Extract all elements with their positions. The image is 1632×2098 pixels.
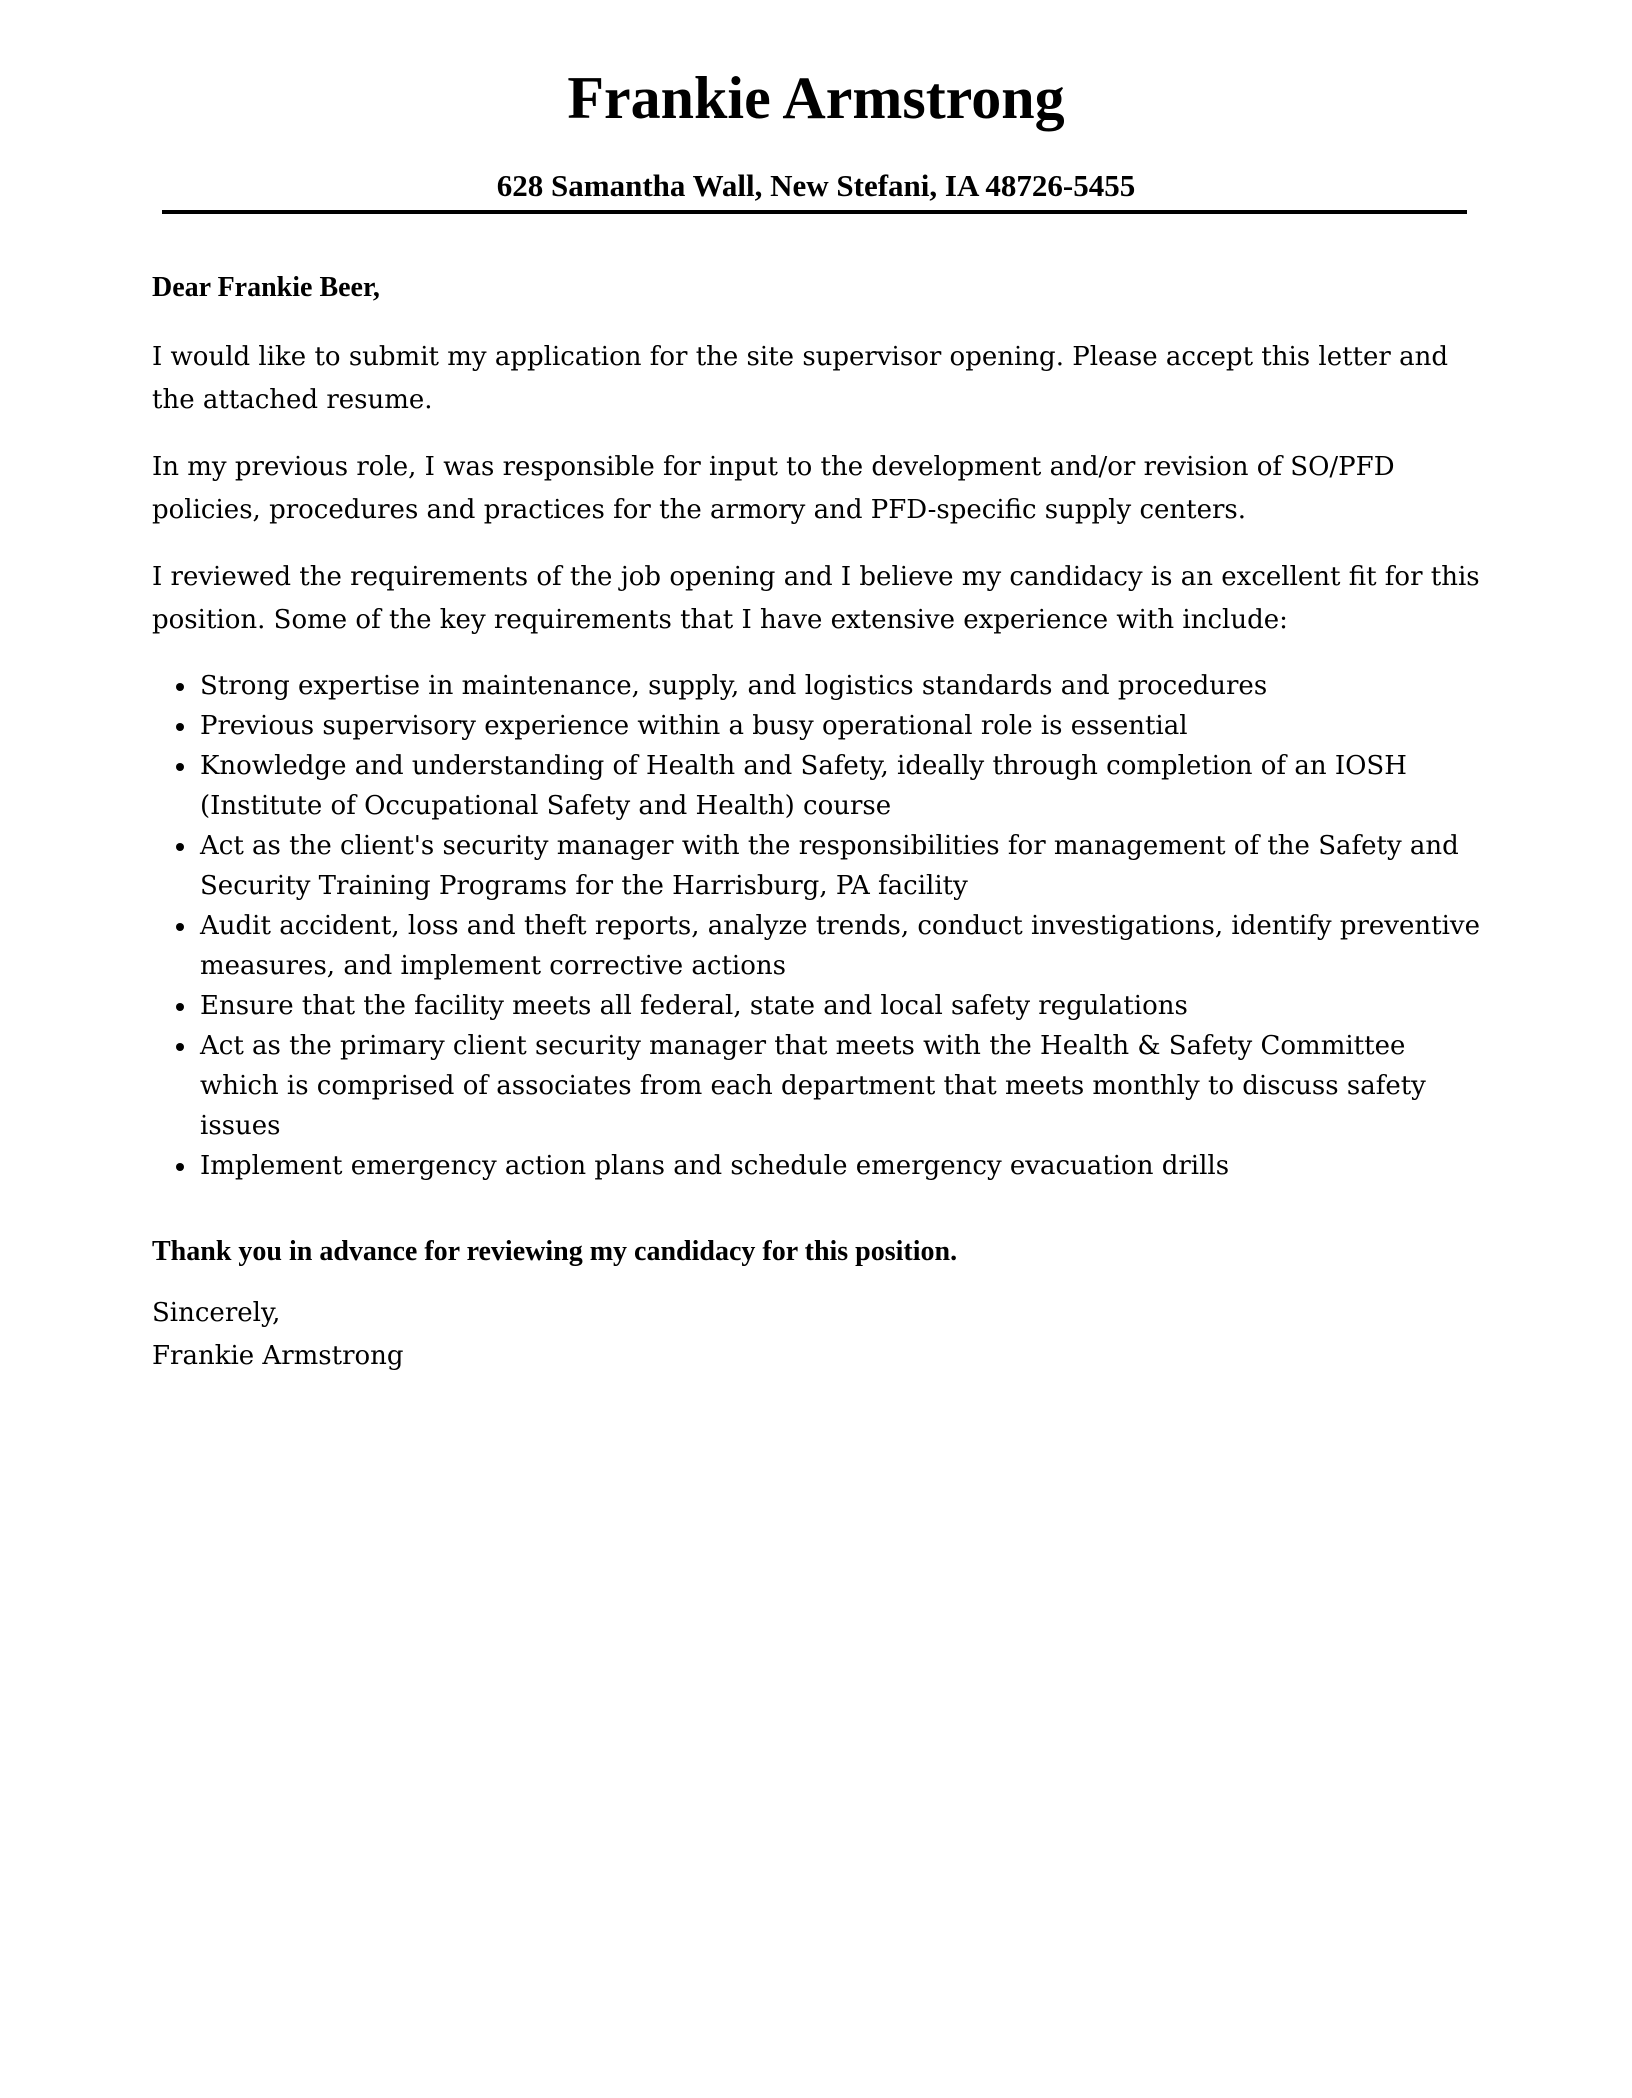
- signature-name: Frankie Armstrong: [152, 1341, 404, 1371]
- list-item: [152, 1026, 1482, 1146]
- list-item: [152, 706, 1482, 746]
- paragraph-previous-role: In my previous role, I was responsible for input to the development and/or revision of SO/PFD policies, procedures and practices for the armory and PFD-specific supply centers.: [152, 452, 1395, 525]
- list-item: [152, 1146, 1482, 1186]
- bullet-icon: [176, 683, 184, 691]
- bullet-icon: [176, 723, 184, 731]
- list-item-text: Knowledge and understanding of Health and Safety, ideally through completion of an IOSH (Institute of Occupational Safety and Health) course: [200, 751, 1407, 821]
- salutation: Dear Frankie Beer,: [152, 272, 380, 303]
- list-item-text: Audit accident, loss and theft reports, analyze trends, conduct investigations, identify preventive measures, and implement corrective actions: [200, 911, 1480, 981]
- list-item-text: Implement emergency action plans and schedule emergency evacuation drills: [200, 1151, 1230, 1181]
- bullet-icon: [176, 1043, 184, 1051]
- paragraph-requirements: I reviewed the requirements of the job opening and I believe my candidacy is an excellent fit for this position. Some of the key requirements that I have extensive experience with include:: [152, 562, 1480, 635]
- bullet-icon: [176, 923, 184, 931]
- list-item: [152, 906, 1482, 986]
- list-item-text: Act as the primary client security manager that meets with the Health & Safety Committee which is comprised of associates from each department that meets monthly to discuss safety issues: [200, 1031, 1426, 1141]
- letter-body: [152, 270, 1482, 1378]
- header-divider: [162, 210, 1467, 214]
- bullet-icon: [176, 763, 184, 771]
- list-item: [152, 986, 1482, 1026]
- requirements-list: [152, 666, 1482, 1186]
- list-item: [152, 746, 1482, 826]
- list-item: [152, 826, 1482, 906]
- list-item-text: Previous supervisory experience within a busy operational role is essential: [200, 711, 1188, 741]
- list-item-text: Strong expertise in maintenance, supply, and logistics standards and procedures: [200, 671, 1268, 701]
- bullet-icon: [176, 843, 184, 851]
- signoff: Sincerely,: [152, 1298, 281, 1328]
- applicant-name: Frankie Armstrong: [567, 65, 1065, 131]
- closing-statement: Thank you in advance for reviewing my candidacy for this position.: [152, 1236, 958, 1267]
- list-item-text: Ensure that the facility meets all federal, state and local safety regulations: [200, 991, 1188, 1021]
- paragraph-intro: I would like to submit my application for the site supervisor opening. Please accept this letter and the attached resume.: [152, 342, 1448, 415]
- list-item: [152, 666, 1482, 706]
- list-item-text: Act as the client's security manager with the responsibilities for management of the Safety and Security Training Programs for the Harrisburg, PA facility: [200, 831, 1459, 901]
- bullet-icon: [176, 1163, 184, 1171]
- bullet-icon: [176, 1003, 184, 1011]
- applicant-address: 628 Samantha Wall, New Stefani, IA 48726-5455: [496, 168, 1136, 203]
